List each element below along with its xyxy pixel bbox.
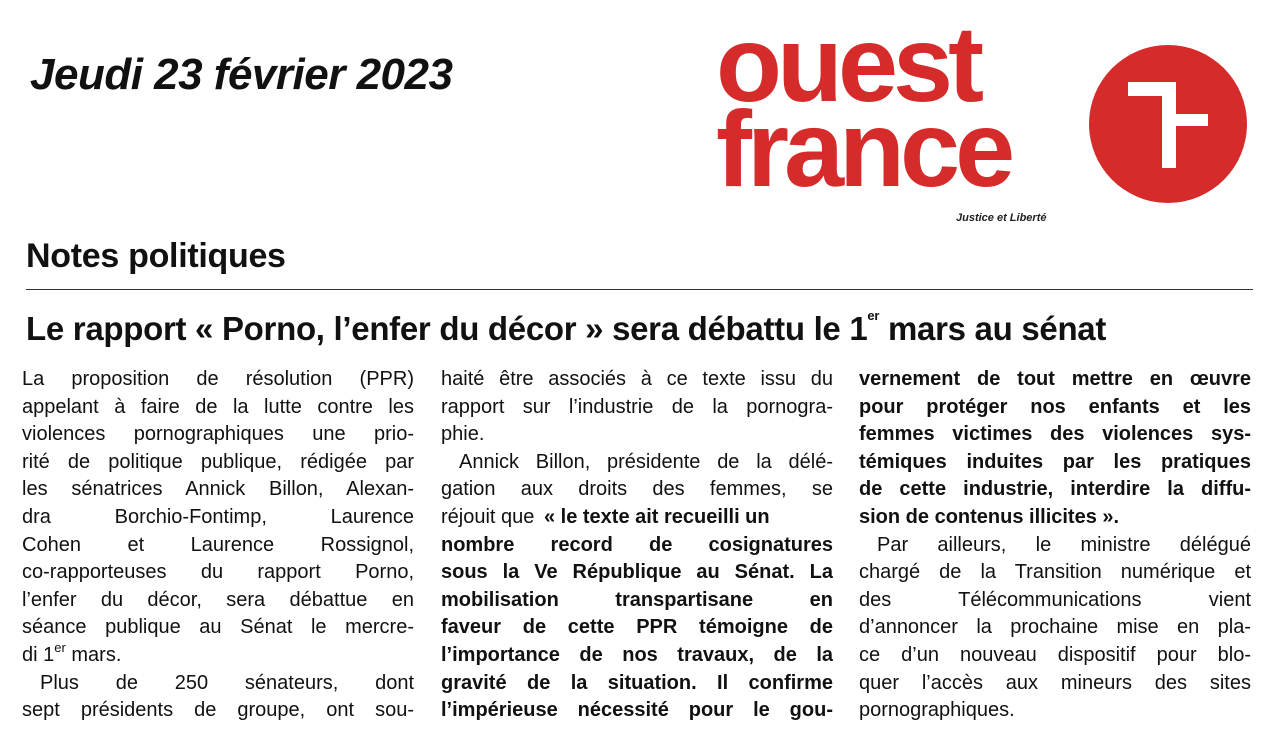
text-line: gation aux droits des femmes, se bbox=[441, 478, 833, 501]
quote-fragment: sous la Ve République au Sénat. La bbox=[441, 561, 833, 584]
text-fragment: mars. bbox=[65, 643, 122, 666]
headline-superscript: er bbox=[867, 308, 880, 323]
article-column-2 bbox=[441, 366, 833, 725]
text-fragment: Plus de 250 sénateurs, dont bbox=[40, 671, 414, 694]
quote-fragment: « le texte ait recueilli un bbox=[543, 505, 770, 528]
section-rubric: Notes politiques bbox=[26, 237, 286, 275]
text-line bbox=[441, 642, 833, 670]
text-line bbox=[859, 449, 1251, 477]
text-line bbox=[441, 449, 833, 477]
text-line: violences pornographiques une prio- bbox=[22, 423, 414, 446]
text-line bbox=[22, 670, 414, 698]
text-line: appelant à faire de la lutte contre les bbox=[22, 395, 414, 418]
text-fragment: Annick Billon, présidente de la délé- bbox=[459, 450, 833, 473]
text-line: l’enfer du décor, sera débattue en bbox=[22, 588, 414, 611]
text-fragment: réjouit que bbox=[441, 505, 540, 528]
text-line: phie. bbox=[441, 423, 485, 446]
text-line bbox=[441, 532, 833, 560]
text-line bbox=[859, 394, 1251, 422]
text-line: Cohen et Laurence Rossignol, bbox=[22, 533, 414, 556]
text-line: ce d’un nouveau dispositif pour blo- bbox=[859, 643, 1251, 666]
article-column-3 bbox=[859, 366, 1251, 725]
text-line: co-rapporteuses du rapport Porno, bbox=[22, 561, 414, 584]
quote-fragment: femmes victimes des violences sys- bbox=[859, 423, 1251, 446]
text-line: pornographiques. bbox=[859, 699, 1015, 722]
text-line bbox=[441, 504, 833, 532]
text-line: La proposition de résolution (PPR) bbox=[22, 368, 414, 390]
quote-fragment: vernement de tout mettre en œuvre bbox=[859, 368, 1251, 390]
text-line bbox=[441, 697, 833, 725]
text-line: sept présidents de groupe, ont sou- bbox=[22, 699, 414, 722]
headline-text: Le rapport « Porno, l’enfer du décor » sera débattu le 1 bbox=[26, 310, 868, 347]
text-line: rité de politique publique, rédigée par bbox=[22, 450, 414, 473]
text-line bbox=[441, 614, 833, 642]
text-line: quer l’accès aux mineurs des sites bbox=[859, 671, 1251, 694]
text-line bbox=[859, 366, 1251, 394]
text-line: chargé de la Transition numérique et bbox=[859, 561, 1251, 584]
article-column-1 bbox=[22, 366, 414, 725]
quote-fragment: de cette industrie, interdire la diffu- bbox=[859, 478, 1251, 501]
text-line bbox=[859, 532, 1251, 560]
text-line: séance publique au Sénat le mercre- bbox=[22, 616, 414, 639]
logo-word-ouest: ouest bbox=[716, 3, 980, 124]
quote-fragment: gravité de la situation. Il confirme bbox=[441, 671, 833, 694]
article-headline bbox=[26, 310, 1266, 348]
ouest-france-logo bbox=[716, 3, 1256, 229]
text-line bbox=[441, 670, 833, 698]
text-line bbox=[22, 639, 414, 670]
text-line bbox=[859, 421, 1251, 449]
quote-fragment: nombre record de cosignatures bbox=[441, 533, 833, 556]
quote-fragment: l’impérieuse nécessité pour le gou- bbox=[441, 699, 833, 722]
text-line: les sénatrices Annick Billon, Alexan- bbox=[22, 478, 414, 501]
logo-slogan: Justice et Liberté bbox=[956, 212, 1047, 224]
text-line: rapport sur l’industrie de la pornogra- bbox=[441, 395, 833, 418]
logo-word-france: france bbox=[716, 88, 1011, 209]
quote-fragment: pour protéger nos enfants et les bbox=[859, 395, 1251, 418]
text-line: d’annoncer la prochaine mise en pla- bbox=[859, 616, 1251, 639]
logo-emblem-icon bbox=[1088, 44, 1248, 204]
superscript: er bbox=[54, 639, 66, 655]
text-line bbox=[441, 559, 833, 587]
text-line bbox=[859, 476, 1251, 504]
text-fragment: Par ailleurs, le ministre délégué bbox=[877, 533, 1251, 556]
text-fragment: di 1 bbox=[22, 643, 55, 666]
quote-fragment: sion de contenus illicites ». bbox=[859, 505, 1120, 528]
quote-fragment: témiques induites par les pratiques bbox=[859, 450, 1251, 473]
quote-fragment: l’importance de nos travaux, de la bbox=[441, 643, 833, 666]
section-divider bbox=[26, 289, 1253, 290]
publication-date: Jeudi 23 février 2023 bbox=[30, 50, 453, 99]
text-line bbox=[859, 504, 1251, 532]
headline-text-end: mars au sénat bbox=[879, 310, 1107, 347]
text-line: des Télécommunications vient bbox=[859, 588, 1251, 611]
text-line: haité être associés à ce texte issu du bbox=[441, 368, 833, 390]
quote-fragment: mobilisation transpartisane en bbox=[441, 588, 833, 611]
quote-fragment: faveur de cette PPR témoigne de bbox=[441, 616, 833, 639]
text-line bbox=[441, 587, 833, 615]
text-line: dra Borchio-Fontimp, Laurence bbox=[22, 505, 414, 528]
